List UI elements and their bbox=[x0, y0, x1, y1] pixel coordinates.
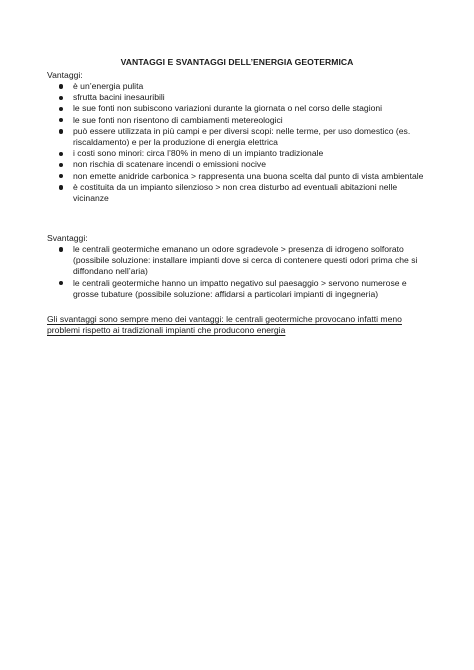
bullet-icon bbox=[59, 163, 63, 167]
list-item: le sue fonti non subiscono variazioni durante la giornata o nel corso delle stagioni bbox=[58, 103, 428, 114]
list-item: è un’energia pulita bbox=[58, 81, 428, 92]
list-item: può essere utilizzata in più campi e per diversi scopi: nelle terme, per uso domestico (es. riscaldamento) e per la produzione di energia elettrica bbox=[58, 126, 428, 148]
conclusion-text: Gli svantaggi sono sempre meno dei vantaggi: le centrali geotermiche provocano infatti meno problemi rispetto ai tradizionali impianti che producono energia bbox=[47, 314, 402, 336]
list-item: le centrali geotermiche hanno un impatto negativo sul paesaggio > servono numerose e grosse tubature (possibile soluzione: affidarsi a particolari impianti di ingegneria) bbox=[58, 278, 428, 300]
svantaggi-list bbox=[58, 244, 428, 300]
document-title: VANTAGGI E SVANTAGGI DELL’ENERGIA GEOTERMICA bbox=[120, 57, 354, 67]
bullet-icon bbox=[59, 129, 63, 133]
list-item: i costi sono minori: circa l’80% in meno di un impianto tradizionale bbox=[58, 148, 428, 159]
svantaggi-label: Svantaggi: bbox=[47, 233, 88, 243]
bullet-icon bbox=[59, 152, 63, 156]
list-item: è costituita da un impianto silenzioso > non crea disturbo ad eventuali abitazioni nelle vicinanze bbox=[58, 182, 428, 204]
vantaggi-list bbox=[58, 81, 428, 204]
bullet-icon bbox=[59, 84, 63, 88]
bullet-icon bbox=[59, 118, 63, 122]
bullet-icon bbox=[59, 247, 63, 251]
list-item: non rischia di scatenare incendi o emissioni nocive bbox=[58, 159, 428, 170]
bullet-icon bbox=[59, 96, 63, 100]
list-item: non emette anidride carbonica > rappresenta una buona scelta dal punto di vista ambientale bbox=[58, 171, 428, 182]
bullet-icon bbox=[59, 185, 63, 189]
list-item: le centrali geotermiche emanano un odore sgradevole > presenza di idrogeno solforato (possibile soluzione: installare impianti dove si cerca di contenere questi odori prima che si diffondano nell’aria) bbox=[58, 244, 428, 278]
list-item: le sue fonti non risentono di cambiamenti metereologici bbox=[58, 115, 428, 126]
bullet-icon bbox=[59, 107, 63, 111]
vantaggi-label: Vantaggi: bbox=[47, 70, 83, 80]
list-item: sfrutta bacini inesauribili bbox=[58, 92, 428, 103]
bullet-icon bbox=[59, 281, 63, 285]
bullet-icon bbox=[59, 174, 63, 178]
